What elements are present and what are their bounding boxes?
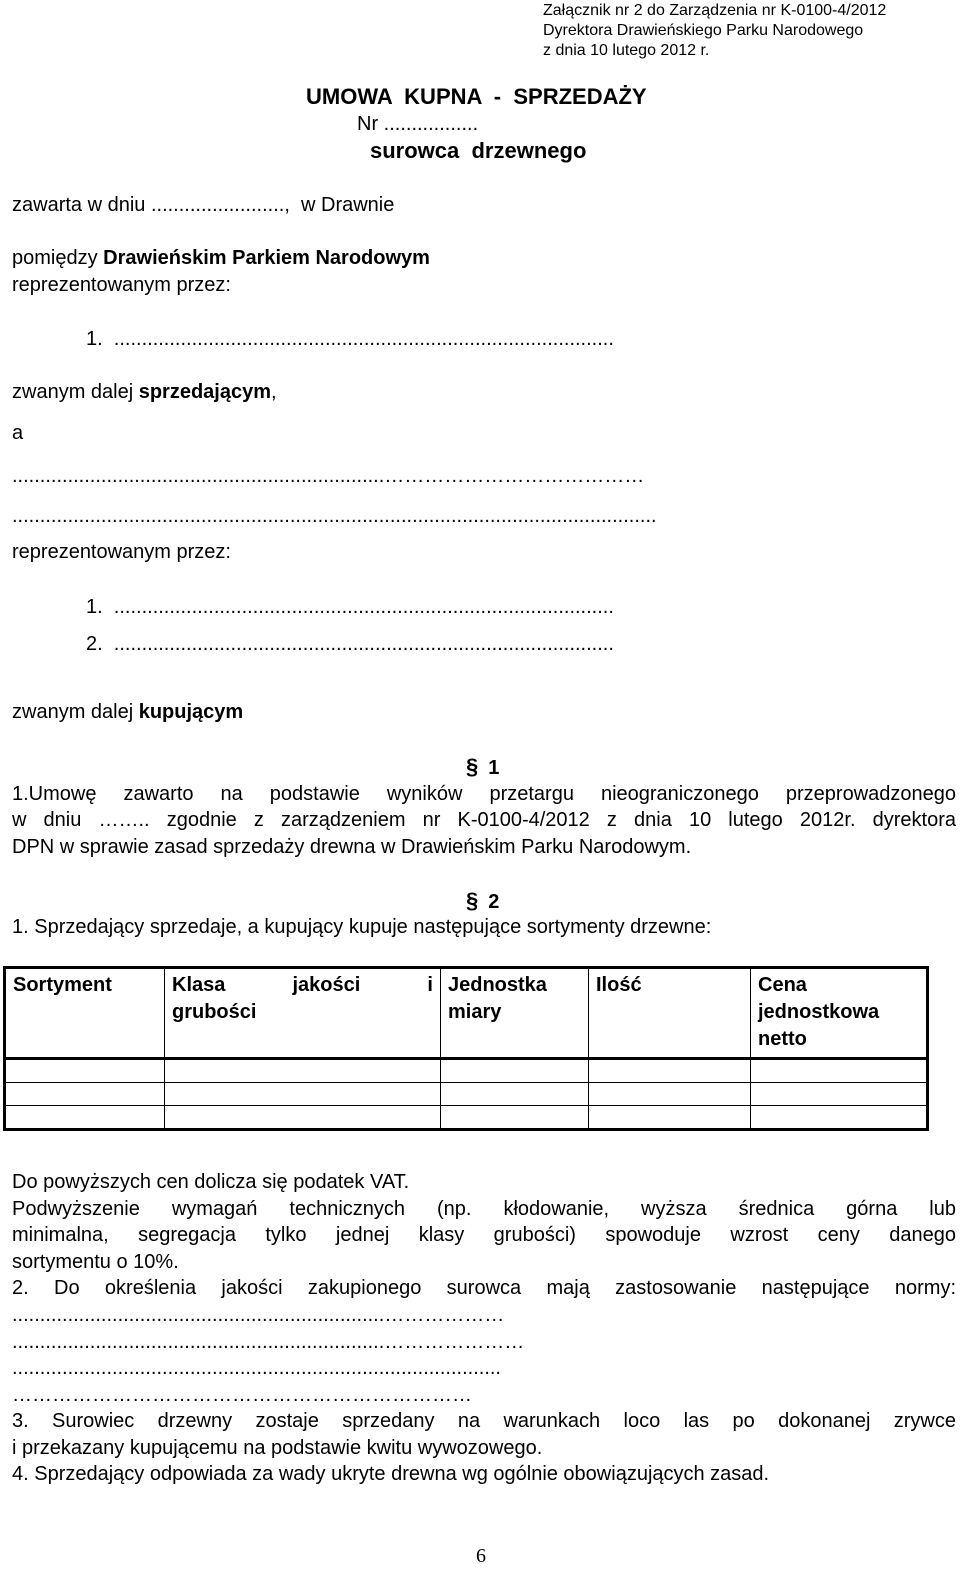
buyer-designation: [12, 700, 243, 724]
loco-terms-line-2: i przekazany kupującemu na podstawie kwitu wywozowego.: [12, 1437, 543, 1459]
tech-requirements-line-1: Podwyższenie wymagań technicznych (np. kłodowanie, wyższa średnica górna lub: [12, 1198, 956, 1220]
hidden-defects-clause: 4. Sprzedający odpowiada za wady ukryte drewna wg ogólnie obowiązujących zasad.: [12, 1463, 770, 1485]
column-header-assortment: Sortyment: [5, 968, 165, 1059]
norms-dots-line-4: ……………………………………………………………: [12, 1384, 472, 1406]
table-row: [5, 1083, 928, 1106]
vat-note: Do powyższych cen dolicza się podatek VAT.: [12, 1171, 410, 1193]
class-header-first-line: [172, 972, 433, 999]
document-subtitle: surowca drzewnego: [370, 138, 587, 163]
class-header-second-line: grubości: [172, 1001, 257, 1023]
buyer-representative-2: 2. ..........................................................................................: [86, 633, 614, 655]
tech-requirements-line-2: minimalna, segregacja tylko jednej klasy grubości) spowoduje wzrost ceny danego: [12, 1224, 956, 1246]
class-header-word: Klasa: [172, 974, 226, 996]
attachment-header-line-3: z dnia 10 lutego 2012 r.: [543, 42, 710, 59]
table-cell: [441, 1106, 589, 1130]
parties-between: [12, 246, 430, 270]
column-header-unit-price: Cena jednostkowa netto: [751, 968, 928, 1059]
table-cell: [589, 1083, 751, 1106]
norms-dots-line-1: ...................................................................………………: [12, 1304, 505, 1326]
table-cell: [751, 1059, 928, 1083]
park-name: Drawieńskim Parkiem Narodowym: [103, 247, 430, 269]
class-header-word: jakości: [292, 974, 361, 996]
buyer-name-line-2: ....................................................................................................................: [12, 505, 657, 527]
table-cell: [589, 1106, 751, 1130]
section-1-line-1: 1.Umowę zawarto na podstawie wyników przetargu nieograniczonego przeprowadzonego: [12, 783, 956, 805]
represented-by-seller: reprezentowanym przez:: [12, 274, 231, 296]
section-number: 2: [488, 891, 500, 913]
table-cell: [441, 1059, 589, 1083]
column-header-quantity: Ilość: [589, 968, 751, 1059]
table-cell: [751, 1083, 928, 1106]
concluded-place: , w Drawnie: [284, 194, 395, 216]
buyer-term: kupującym: [138, 701, 244, 723]
seller-called-suffix: ,: [271, 381, 277, 403]
loco-terms-line-1: 3. Surowiec drzewny zostaje sprzedany na warunkach loco las po dokonanej zrywce: [12, 1410, 956, 1432]
section-2-heading: [466, 888, 499, 914]
concluded-date-line: [12, 193, 394, 217]
tech-requirements-line-3: sortymentu o 10%.: [12, 1251, 179, 1273]
assortment-table: [3, 966, 929, 1131]
seller-designation: [12, 380, 277, 404]
represented-by-buyer: reprezentowanym przez:: [12, 541, 231, 563]
buyer-representative-1: 1. ..........................................................................................: [86, 596, 614, 618]
norms-dots-line-2: ...................................................................…………………: [12, 1331, 525, 1353]
column-header-class: [165, 968, 441, 1059]
table-row: [5, 1059, 928, 1083]
section-2-intro: 1. Sprzedający sprzedaje, a kupujący kupuje następujące sortymenty drzewne:: [12, 916, 712, 938]
section-number: 1: [488, 757, 500, 779]
contract-number: Nr .................: [357, 113, 479, 135]
and-connector: a: [12, 422, 24, 444]
table-cell: [5, 1083, 165, 1106]
attachment-header-line-1: Załącznik nr 2 do Zarządzenia nr K-0100-4/2012: [543, 2, 887, 19]
column-header-unit: Jednostka miary: [441, 968, 589, 1059]
table-cell: [5, 1059, 165, 1083]
seller-term: sprzedającym: [138, 381, 272, 403]
table-cell: [5, 1106, 165, 1130]
table-cell: [589, 1059, 751, 1083]
section-1-line-2: w dniu …….. zgodnie z zarządzeniem nr K-0100-4/2012 z dnia 10 lutego 2012r. dyrektora: [12, 809, 956, 831]
buyer-called-prefix: zwanym dalej: [12, 701, 139, 723]
table-row: [5, 1106, 928, 1130]
norms-paragraph: 2. Do określenia jakości zakupionego surowca mają zastosowanie następujące normy:: [12, 1277, 956, 1299]
buyer-name-line-1: ...................................................................…………………………………: [12, 465, 645, 487]
between-prefix: pomiędzy: [12, 247, 104, 269]
section-symbol: §: [466, 888, 479, 913]
seller-called-prefix: zwanym dalej: [12, 381, 139, 403]
document-title: UMOWA KUPNA - SPRZEDAŻY: [306, 84, 647, 109]
section-symbol: §: [466, 754, 479, 779]
table-cell: [165, 1059, 441, 1083]
norms-dots-line-3: ........................................................................................: [12, 1357, 501, 1379]
attachment-header-line-2: Dyrektora Drawieńskiego Parku Narodowego: [543, 22, 864, 39]
table-header-row: [5, 968, 928, 1059]
seller-representative-1: 1. ..........................................................................................: [86, 328, 614, 350]
class-header-word: i: [427, 974, 433, 996]
table-cell: [165, 1106, 441, 1130]
concluded-date-prefix: zawarta w dniu ........................: [12, 194, 285, 216]
page-number: 6: [476, 1545, 486, 1567]
table-cell: [751, 1106, 928, 1130]
section-1-heading: [466, 754, 499, 780]
table-cell: [441, 1083, 589, 1106]
section-1-line-3: DPN w sprawie zasad sprzedaży drewna w Drawieńskim Parku Narodowym.: [12, 836, 692, 858]
table-cell: [165, 1083, 441, 1106]
